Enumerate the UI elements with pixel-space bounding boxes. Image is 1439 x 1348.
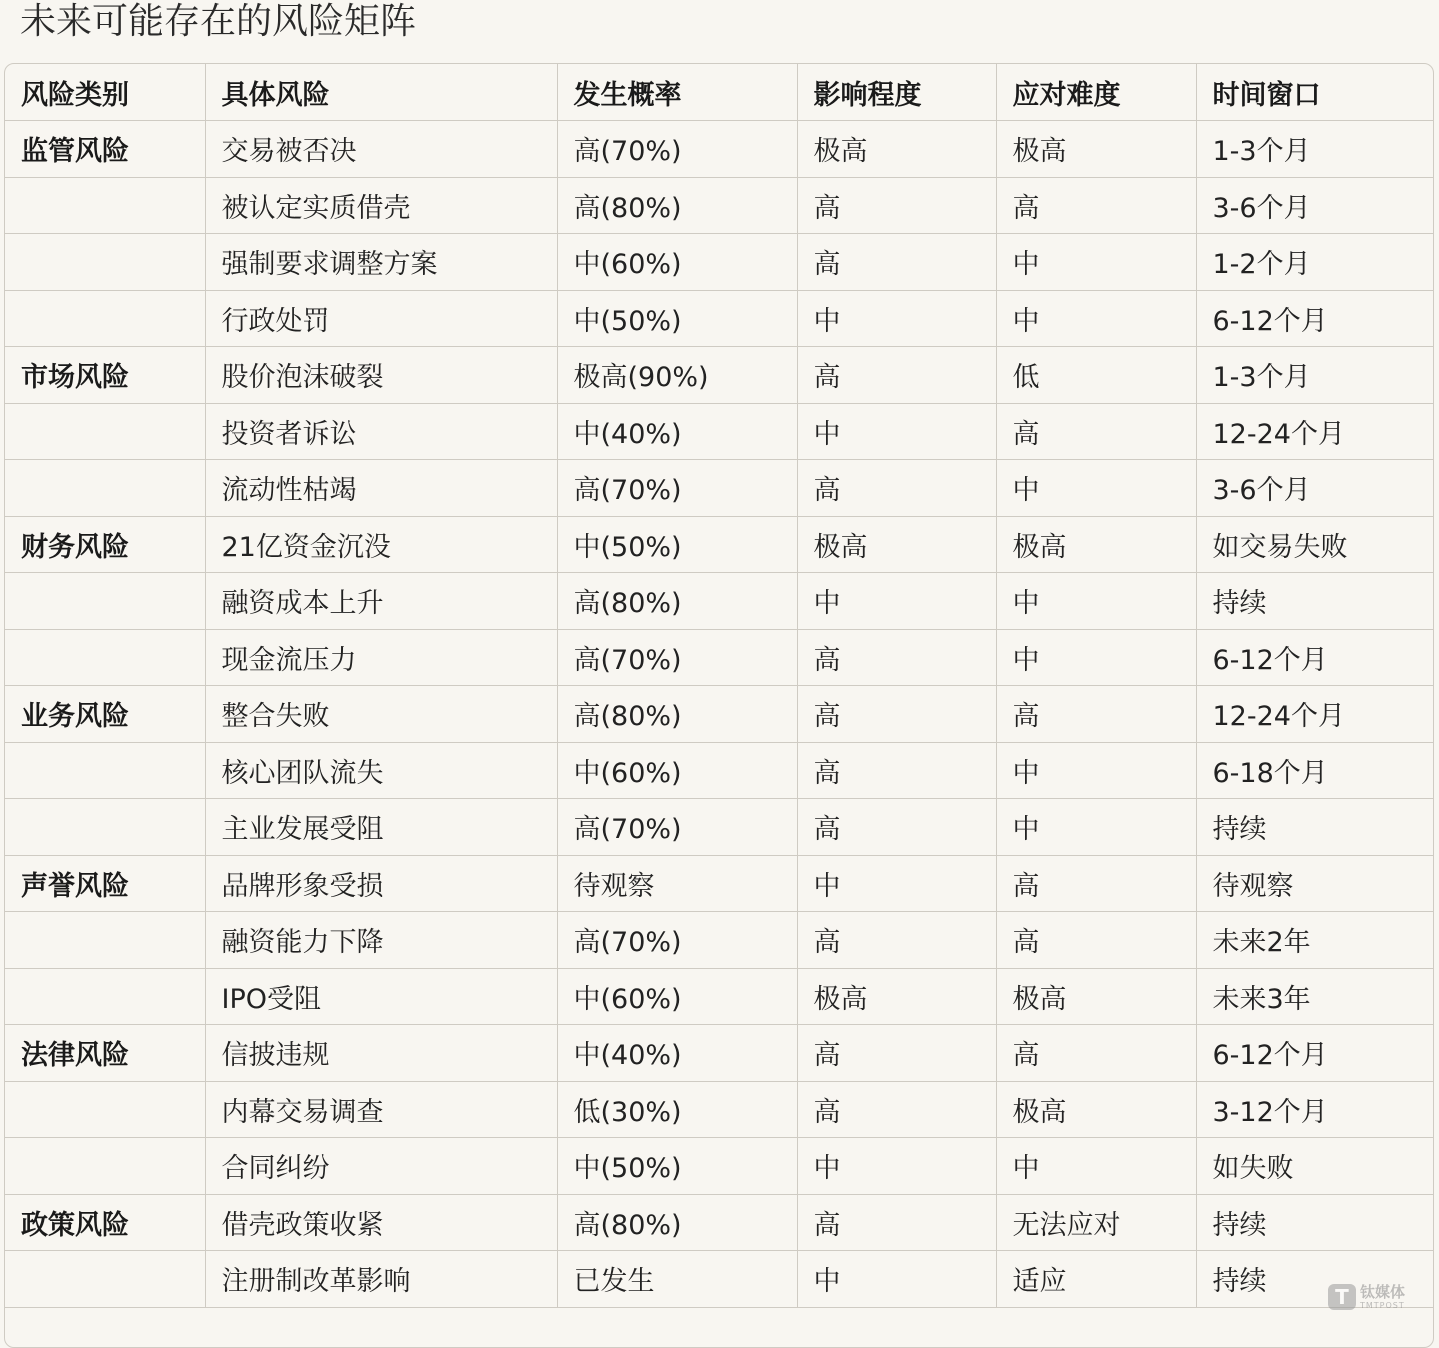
cell-difficulty: 极高 bbox=[996, 968, 1196, 1025]
cell-risk-category bbox=[5, 573, 205, 630]
cell-probability: 中(60%) bbox=[557, 234, 797, 291]
table-row bbox=[5, 1194, 1434, 1251]
cell-specific-risk: 现金流压力 bbox=[205, 629, 557, 686]
cell-impact: 高 bbox=[797, 912, 996, 969]
cell-time-window: 3-6个月 bbox=[1196, 460, 1434, 517]
cell-specific-risk: 被认定实质借壳 bbox=[205, 177, 557, 234]
cell-impact: 高 bbox=[797, 347, 996, 404]
cell-difficulty: 低 bbox=[996, 347, 1196, 404]
cell-risk-category bbox=[5, 1251, 205, 1308]
cell-impact: 高 bbox=[797, 686, 996, 743]
table-header-row bbox=[5, 64, 1434, 121]
cell-probability: 中(50%) bbox=[557, 290, 797, 347]
cell-impact: 中 bbox=[797, 403, 996, 460]
cell-probability: 高(80%) bbox=[557, 573, 797, 630]
cell-difficulty: 高 bbox=[996, 177, 1196, 234]
cell-time-window: 12-24个月 bbox=[1196, 686, 1434, 743]
cell-risk-category bbox=[5, 629, 205, 686]
cell-risk-category bbox=[5, 1081, 205, 1138]
cell-specific-risk: IPO受阻 bbox=[205, 968, 557, 1025]
cell-specific-risk: 股价泡沫破裂 bbox=[205, 347, 557, 404]
cell-risk-category: 市场风险 bbox=[5, 347, 205, 404]
cell-risk-category bbox=[5, 460, 205, 517]
cell-time-window: 持续 bbox=[1196, 799, 1434, 856]
cell-impact: 中 bbox=[797, 855, 996, 912]
cell-specific-risk: 核心团队流失 bbox=[205, 742, 557, 799]
table-row bbox=[5, 234, 1434, 291]
cell-difficulty: 极高 bbox=[996, 516, 1196, 573]
cell-time-window: 待观察 bbox=[1196, 855, 1434, 912]
cell-difficulty: 适应 bbox=[996, 1251, 1196, 1308]
cell-specific-risk: 合同纠纷 bbox=[205, 1138, 557, 1195]
cell-specific-risk: 融资成本上升 bbox=[205, 573, 557, 630]
table-row bbox=[5, 742, 1434, 799]
cell-time-window: 6-12个月 bbox=[1196, 629, 1434, 686]
table-row bbox=[5, 968, 1434, 1025]
cell-probability: 高(70%) bbox=[557, 121, 797, 178]
table-row bbox=[5, 347, 1434, 404]
cell-risk-category: 法律风险 bbox=[5, 1025, 205, 1082]
header-specific-risk: 具体风险 bbox=[205, 64, 557, 121]
cell-difficulty: 中 bbox=[996, 742, 1196, 799]
cell-risk-category bbox=[5, 912, 205, 969]
cell-specific-risk: 品牌形象受损 bbox=[205, 855, 557, 912]
cell-risk-category bbox=[5, 403, 205, 460]
cell-time-window: 6-12个月 bbox=[1196, 1025, 1434, 1082]
table-row bbox=[5, 460, 1434, 517]
table-row bbox=[5, 403, 1434, 460]
cell-specific-risk: 21亿资金沉没 bbox=[205, 516, 557, 573]
cell-difficulty: 极高 bbox=[996, 1081, 1196, 1138]
table-row bbox=[5, 855, 1434, 912]
cell-difficulty: 中 bbox=[996, 290, 1196, 347]
cell-impact: 高 bbox=[797, 1194, 996, 1251]
cell-probability: 高(80%) bbox=[557, 1194, 797, 1251]
table-row bbox=[5, 573, 1434, 630]
cell-risk-category bbox=[5, 799, 205, 856]
cell-risk-category bbox=[5, 1138, 205, 1195]
table-row bbox=[5, 1138, 1434, 1195]
cell-probability: 已发生 bbox=[557, 1251, 797, 1308]
table-row bbox=[5, 912, 1434, 969]
cell-probability: 中(60%) bbox=[557, 742, 797, 799]
header-impact: 影响程度 bbox=[797, 64, 996, 121]
cell-probability: 高(80%) bbox=[557, 177, 797, 234]
cell-impact: 高 bbox=[797, 1025, 996, 1082]
cell-probability: 中(40%) bbox=[557, 403, 797, 460]
cell-specific-risk: 交易被否决 bbox=[205, 121, 557, 178]
cell-probability: 中(60%) bbox=[557, 968, 797, 1025]
cell-probability: 高(70%) bbox=[557, 460, 797, 517]
table-row bbox=[5, 1081, 1434, 1138]
table-row bbox=[5, 121, 1434, 178]
cell-risk-category: 业务风险 bbox=[5, 686, 205, 743]
cell-risk-category bbox=[5, 290, 205, 347]
cell-time-window: 持续 bbox=[1196, 1251, 1434, 1308]
cell-risk-category: 政策风险 bbox=[5, 1194, 205, 1251]
table-row bbox=[5, 686, 1434, 743]
cell-impact: 高 bbox=[797, 742, 996, 799]
tmtpost-watermark bbox=[1328, 1284, 1405, 1310]
cell-difficulty: 中 bbox=[996, 799, 1196, 856]
cell-specific-risk: 借壳政策收紧 bbox=[205, 1194, 557, 1251]
table-row bbox=[5, 629, 1434, 686]
cell-impact: 中 bbox=[797, 1251, 996, 1308]
cell-impact: 极高 bbox=[797, 516, 996, 573]
header-time-window: 时间窗口 bbox=[1196, 64, 1434, 121]
header-difficulty: 应对难度 bbox=[996, 64, 1196, 121]
cell-difficulty: 极高 bbox=[996, 121, 1196, 178]
cell-probability: 高(70%) bbox=[557, 629, 797, 686]
cell-impact: 高 bbox=[797, 629, 996, 686]
cell-time-window: 未来2年 bbox=[1196, 912, 1434, 969]
cell-difficulty: 无法应对 bbox=[996, 1194, 1196, 1251]
cell-specific-risk: 投资者诉讼 bbox=[205, 403, 557, 460]
cell-difficulty: 中 bbox=[996, 234, 1196, 291]
table-row bbox=[5, 799, 1434, 856]
cell-specific-risk: 融资能力下降 bbox=[205, 912, 557, 969]
cell-probability: 待观察 bbox=[557, 855, 797, 912]
cell-specific-risk: 流动性枯竭 bbox=[205, 460, 557, 517]
cell-difficulty: 高 bbox=[996, 912, 1196, 969]
cell-specific-risk: 整合失败 bbox=[205, 686, 557, 743]
cell-probability: 高(80%) bbox=[557, 686, 797, 743]
cell-time-window: 12-24个月 bbox=[1196, 403, 1434, 460]
cell-time-window: 1-2个月 bbox=[1196, 234, 1434, 291]
cell-difficulty: 中 bbox=[996, 573, 1196, 630]
cell-impact: 高 bbox=[797, 234, 996, 291]
cell-specific-risk: 信披违规 bbox=[205, 1025, 557, 1082]
cell-time-window: 未来3年 bbox=[1196, 968, 1434, 1025]
header-risk-category: 风险类别 bbox=[5, 64, 205, 121]
table-body bbox=[5, 121, 1434, 1308]
cell-difficulty: 中 bbox=[996, 629, 1196, 686]
cell-impact: 中 bbox=[797, 290, 996, 347]
cell-impact: 中 bbox=[797, 1138, 996, 1195]
cell-difficulty: 中 bbox=[996, 1138, 1196, 1195]
risk-matrix-table bbox=[4, 63, 1434, 1348]
cell-impact: 中 bbox=[797, 573, 996, 630]
cell-probability: 低(30%) bbox=[557, 1081, 797, 1138]
cell-difficulty: 高 bbox=[996, 686, 1196, 743]
cell-risk-category bbox=[5, 968, 205, 1025]
cell-time-window: 6-12个月 bbox=[1196, 290, 1434, 347]
cell-specific-risk: 强制要求调整方案 bbox=[205, 234, 557, 291]
cell-probability: 高(70%) bbox=[557, 799, 797, 856]
cell-impact: 高 bbox=[797, 460, 996, 517]
cell-specific-risk: 内幕交易调查 bbox=[205, 1081, 557, 1138]
cell-risk-category bbox=[5, 177, 205, 234]
cell-difficulty: 高 bbox=[996, 1025, 1196, 1082]
cell-impact: 高 bbox=[797, 1081, 996, 1138]
cell-specific-risk: 主业发展受阻 bbox=[205, 799, 557, 856]
cell-time-window: 6-18个月 bbox=[1196, 742, 1434, 799]
cell-difficulty: 高 bbox=[996, 855, 1196, 912]
cell-specific-risk: 注册制改革影响 bbox=[205, 1251, 557, 1308]
cell-probability: 中(50%) bbox=[557, 1138, 797, 1195]
cell-risk-category: 监管风险 bbox=[5, 121, 205, 178]
cell-time-window: 1-3个月 bbox=[1196, 121, 1434, 178]
header-probability: 发生概率 bbox=[557, 64, 797, 121]
cell-time-window: 持续 bbox=[1196, 573, 1434, 630]
cell-probability: 极高(90%) bbox=[557, 347, 797, 404]
table-row bbox=[5, 516, 1434, 573]
cell-probability: 中(40%) bbox=[557, 1025, 797, 1082]
watermark-name-cn: 钛媒体 bbox=[1359, 1282, 1405, 1301]
cell-time-window: 3-12个月 bbox=[1196, 1081, 1434, 1138]
cell-impact: 高 bbox=[797, 799, 996, 856]
cell-time-window: 3-6个月 bbox=[1196, 177, 1434, 234]
cell-difficulty: 中 bbox=[996, 460, 1196, 517]
table-row bbox=[5, 1251, 1434, 1308]
cell-risk-category: 声誉风险 bbox=[5, 855, 205, 912]
cell-time-window: 如交易失败 bbox=[1196, 516, 1434, 573]
tmtpost-logo-icon: T bbox=[1328, 1284, 1356, 1310]
cell-time-window: 如失败 bbox=[1196, 1138, 1434, 1195]
watermark-name-en: TMTPOST bbox=[1359, 1300, 1405, 1310]
page-title: 未来可能存在的风险矩阵 bbox=[20, 1, 417, 42]
cell-difficulty: 高 bbox=[996, 403, 1196, 460]
cell-impact: 极高 bbox=[797, 121, 996, 178]
cell-probability: 中(50%) bbox=[557, 516, 797, 573]
cell-specific-risk: 行政处罚 bbox=[205, 290, 557, 347]
cell-impact: 高 bbox=[797, 177, 996, 234]
cell-risk-category bbox=[5, 234, 205, 291]
table-row bbox=[5, 1025, 1434, 1082]
cell-risk-category bbox=[5, 742, 205, 799]
cell-probability: 高(70%) bbox=[557, 912, 797, 969]
table-row bbox=[5, 177, 1434, 234]
cell-time-window: 1-3个月 bbox=[1196, 347, 1434, 404]
cell-risk-category: 财务风险 bbox=[5, 516, 205, 573]
table-row bbox=[5, 290, 1434, 347]
cell-impact: 极高 bbox=[797, 968, 996, 1025]
cell-time-window: 持续 bbox=[1196, 1194, 1434, 1251]
